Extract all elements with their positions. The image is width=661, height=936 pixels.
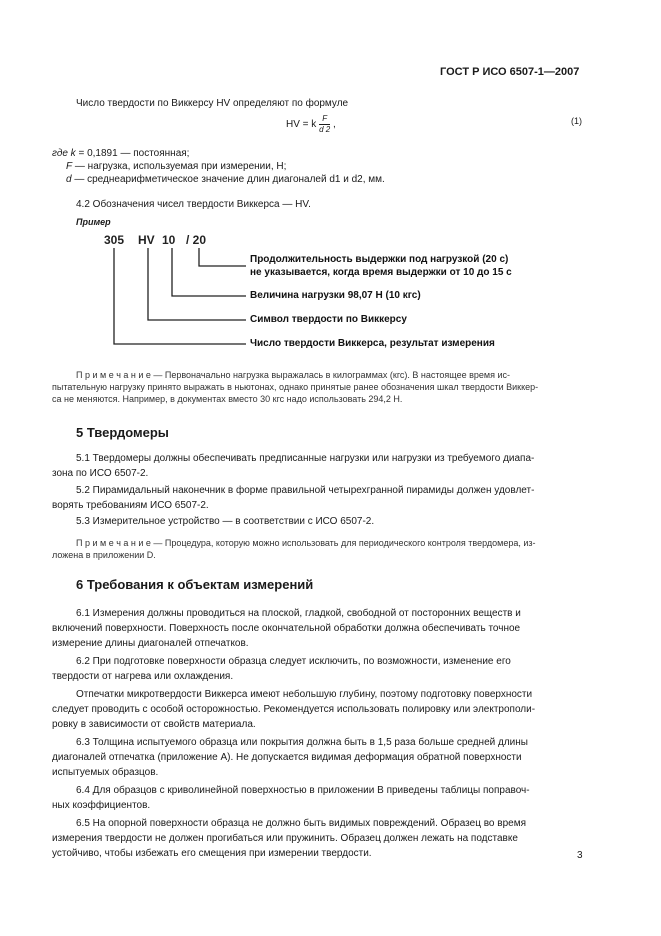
para-5-1: 5.1 Твердомеры должны обеспечивать предписанные нагрузки или нагрузки из требуемого диапа- bbox=[76, 453, 535, 464]
formula-intro: Число твердости по Виккерсу HV определяют по формуле bbox=[76, 98, 349, 109]
section-6-line: 6.3 Толщина испытуемого образца или покрытия должна быть в 1,5 раза больше средней длины bbox=[76, 737, 528, 748]
para-5-1-cont: зона по ИСО 6507-2. bbox=[52, 468, 149, 479]
section-6-line: ных коэффициентов. bbox=[52, 800, 151, 811]
note-4-2-line-2: пытательную нагрузку принято выражать в ньютонах, однако принятые ранее обозначения шкал твердости Виккер- bbox=[52, 382, 539, 392]
example-load: 10 bbox=[162, 233, 176, 247]
label-load: Величина нагрузки 98,07 Н (10 кгс) bbox=[250, 290, 421, 301]
section-6-line: следует проводить с особой осторожностью. Рекомендуется использовать полировку или электрополи- bbox=[52, 704, 536, 715]
section-6-line: 6.1 Измерения должны проводиться на плоской, гладкой, свободной от посторонних веществ и bbox=[76, 608, 521, 619]
note-4-2-line-1: П р и м е ч а н и е — Первоначально нагрузка выражалась в килограммах (кгс). В настоящее время ис- bbox=[76, 370, 510, 380]
formula-numerator: F bbox=[319, 114, 330, 125]
formula-number: (1) bbox=[571, 116, 582, 126]
label-result: Число твердости Виккерса, результат измерения bbox=[250, 338, 495, 349]
section-6-line: измерения твердости не должен прогибаться или пружинить. Образец должен лежать на подставке bbox=[52, 833, 518, 844]
section-6-line: измерение длины диагоналей отпечатков. bbox=[52, 638, 249, 649]
example-value: 305 bbox=[104, 233, 125, 247]
section-6-line: испытуемых образцов. bbox=[52, 767, 159, 778]
leader-time bbox=[199, 248, 246, 266]
leader-load bbox=[172, 248, 246, 296]
formula-lhs: HV = k bbox=[286, 119, 317, 131]
label-time-1: Продолжительность выдержки под нагрузкой (20 с) bbox=[250, 254, 509, 265]
para-5-2-cont: ворять требованиям ИСО 6507-2. bbox=[52, 500, 209, 511]
section-6-line: 6.4 Для образцов с криволинейной поверхностью в приложении В приведены таблицы поправоч- bbox=[76, 785, 530, 796]
section-6-title: 6 Требования к объектам измерений bbox=[76, 577, 314, 592]
section-6-line: включений поверхности. Поверхность после окончательной обработки должна обеспечивать точное bbox=[52, 623, 521, 634]
para-5-3: 5.3 Измерительное устройство — в соответствии с ИСО 6507-2. bbox=[76, 516, 375, 527]
note-5-line-1: П р и м е ч а н и е — Процедура, которую можно использовать для периодического контроля твердомера, из- bbox=[76, 538, 536, 548]
example-label: Пример bbox=[76, 217, 111, 227]
label-time-2: не указывается, когда время выдержки от 10 до 15 с bbox=[250, 267, 512, 278]
formula-trail: , bbox=[332, 119, 336, 131]
formula-denominator: d 2 bbox=[319, 125, 331, 134]
section-4-2-title: 4.2 Обозначения чисел твердости Виккерса — HV. bbox=[76, 199, 311, 210]
example-time: / 20 bbox=[186, 233, 207, 247]
label-symbol: Символ твердости по Виккерсу bbox=[250, 314, 407, 325]
leader-symbol bbox=[148, 248, 246, 320]
example-hv: HV bbox=[138, 233, 155, 247]
note-5-line-2: ложена в приложении D. bbox=[52, 550, 156, 560]
section-6-line: диагоналей отпечатка (приложение А). Не допускается видимая деформация обратной поверхности bbox=[52, 752, 522, 763]
where-d: d — среднеарифметическое значение длин диагоналей d1 и d2, мм. bbox=[66, 174, 385, 185]
section-6-line: ровку в зависимости от свойств материала. bbox=[52, 719, 256, 730]
example-leader-lines bbox=[0, 0, 661, 360]
section-6-line: Отпечатки микротвердости Виккерса имеют небольшую глубину, поэтому подготовку поверхности bbox=[76, 689, 533, 700]
note-4-2-line-3: са не меняются. Например, в документах вместо 30 кгс надо использовать 294,2 Н. bbox=[52, 394, 403, 404]
section-5-title: 5 Твердомеры bbox=[76, 425, 169, 440]
section-6-line: 6.5 На опорной поверхности образца не должно быть видимых повреждений. Образец во время bbox=[76, 818, 526, 829]
where-f: F — нагрузка, используемая при измерении, Н; bbox=[66, 161, 287, 172]
page-number: 3 bbox=[577, 850, 583, 861]
document-header: ГОСТ Р ИСО 6507-1—2007 bbox=[440, 66, 580, 78]
para-5-2: 5.2 Пирамидальный наконечник в форме правильной четырехгранной пирамиды должен удовлет- bbox=[76, 485, 535, 496]
section-6-line: устойчиво, чтобы избежать его смещения при измерении твердости. bbox=[52, 848, 372, 859]
section-6-line: твердости от нагрева или охлаждения. bbox=[52, 671, 234, 682]
where-k: где k = 0,1891 — постоянная; bbox=[52, 148, 190, 159]
section-6-line: 6.2 При подготовке поверхности образца следует исключить, по возможности, изменение его bbox=[76, 656, 511, 667]
